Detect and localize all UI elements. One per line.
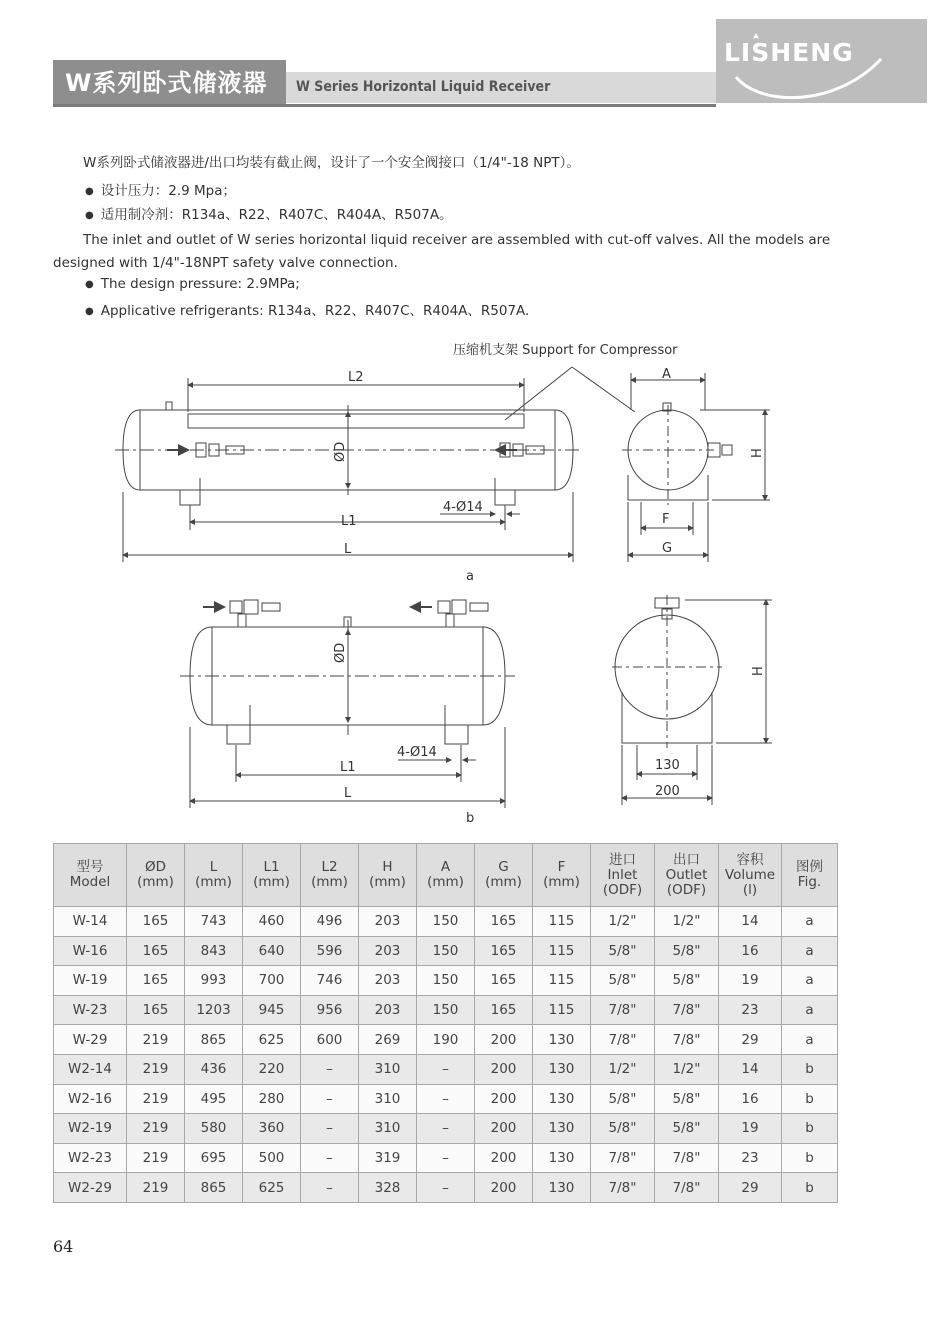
table-cell: 695 <box>185 1143 243 1173</box>
table-cell: 19 <box>719 966 782 996</box>
intro-cn-bullet-pressure: ● 设计压力：2.9 Mpa； <box>85 179 236 199</box>
header-text: (mm) <box>543 874 580 890</box>
table-cell: 165 <box>475 995 533 1025</box>
table-cell: 150 <box>417 966 475 996</box>
table-cell: 625 <box>243 1173 301 1203</box>
table-cell: 460 <box>243 907 301 937</box>
table-cell: 219 <box>127 1143 185 1173</box>
table-cell: 495 <box>185 1084 243 1114</box>
table-cell: b <box>782 1084 838 1114</box>
table-cell: W2-29 <box>54 1173 127 1203</box>
caption-b: b <box>466 811 475 826</box>
intro-en-bullet-refrigerant: ● Applicative refrigerants: R134a、R22、R407C、R404A、R507A. <box>85 299 529 319</box>
label-b-200: 200 <box>655 784 680 799</box>
label-b-130: 130 <box>655 758 680 773</box>
table-cell: – <box>417 1173 475 1203</box>
table-cell: W-14 <box>54 907 127 937</box>
table-cell: 115 <box>533 966 591 996</box>
header-text: (mm) <box>311 874 348 890</box>
table-cell: 596 <box>301 936 359 966</box>
header-cell <box>591 844 655 907</box>
header-text: L2 <box>321 859 338 875</box>
table-cell: 219 <box>127 1173 185 1203</box>
table-cell: 436 <box>185 1054 243 1084</box>
table-cell: W2-23 <box>54 1143 127 1173</box>
header-text: L1 <box>263 859 280 875</box>
table-cell: 500 <box>243 1143 301 1173</box>
table-cell: 993 <box>185 966 243 996</box>
drawing-b-end-view <box>612 595 772 805</box>
label-b-L1: L1 <box>340 760 356 775</box>
header-text: 图例 <box>796 859 823 875</box>
label-a-L2: L2 <box>348 370 364 385</box>
table-row <box>54 1025 838 1055</box>
table-cell: 190 <box>417 1025 475 1055</box>
table-row <box>54 1114 838 1144</box>
table-cell: 625 <box>243 1025 301 1055</box>
label-a-F: F <box>662 512 670 527</box>
table-header-row <box>54 844 838 907</box>
table-cell: 130 <box>533 1143 591 1173</box>
table-cell: – <box>417 1143 475 1173</box>
label-a-L: L <box>344 542 352 557</box>
header-cell <box>655 844 719 907</box>
table-cell: 7/8" <box>655 995 719 1025</box>
table-cell: b <box>782 1143 838 1173</box>
table-row <box>54 936 838 966</box>
drawing-a-side-view <box>115 367 635 562</box>
table-cell: a <box>782 907 838 937</box>
table-cell: b <box>782 1054 838 1084</box>
header-text: (mm) <box>369 874 406 890</box>
table-cell: 746 <box>301 966 359 996</box>
header-text: (mm) <box>253 874 290 890</box>
table-cell: 219 <box>127 1054 185 1084</box>
intro-en-line2: designed with 1/4"-18NPT safety valve connection. <box>53 255 398 271</box>
table-cell: 580 <box>185 1114 243 1144</box>
table-cell: 115 <box>533 907 591 937</box>
table-cell: 5/8" <box>591 966 655 996</box>
table-cell: 743 <box>185 907 243 937</box>
table-cell: – <box>417 1054 475 1084</box>
table-cell: 1/2" <box>655 1054 719 1084</box>
header-text: G <box>498 859 509 875</box>
header-text: Inlet <box>607 866 638 883</box>
header-text: (mm) <box>137 874 174 890</box>
table-cell: 319 <box>359 1143 417 1173</box>
header-cell <box>243 844 301 907</box>
table-cell: – <box>301 1054 359 1084</box>
table-cell: 150 <box>417 936 475 966</box>
table-cell: 19 <box>719 1114 782 1144</box>
header-cell <box>54 844 127 907</box>
table-cell: 16 <box>719 1084 782 1114</box>
table-cell: 1/2" <box>591 907 655 937</box>
header-text: 型号 <box>76 859 104 875</box>
header-text: (mm) <box>195 874 232 890</box>
header-text: (mm) <box>427 874 464 890</box>
table-cell: 165 <box>127 995 185 1025</box>
table-cell: 1203 <box>185 995 243 1025</box>
table-cell: 5/8" <box>591 1084 655 1114</box>
table-cell: 5/8" <box>655 936 719 966</box>
drawing-b-side-view <box>180 600 515 808</box>
table-cell: W-16 <box>54 936 127 966</box>
table-cell: 865 <box>185 1173 243 1203</box>
label-b-OD: ØD <box>333 642 348 663</box>
table-cell: 200 <box>475 1025 533 1055</box>
header-text: A <box>440 859 451 875</box>
table-cell: 7/8" <box>591 1143 655 1173</box>
header-text: ØD <box>144 859 167 875</box>
table-cell: b <box>782 1114 838 1144</box>
table-cell: 7/8" <box>655 1025 719 1055</box>
table-row <box>54 966 838 996</box>
table-cell: – <box>301 1173 359 1203</box>
label-b-H: H <box>751 666 766 676</box>
table-cell: a <box>782 1025 838 1055</box>
table-cell: W2-14 <box>54 1054 127 1084</box>
label-a-hole: 4-Ø14 <box>443 500 483 515</box>
table-row <box>54 1084 838 1114</box>
table-cell: 165 <box>475 907 533 937</box>
table-cell: 130 <box>533 1025 591 1055</box>
table-cell: W-19 <box>54 966 127 996</box>
table-row <box>54 995 838 1025</box>
label-a-A: A <box>662 367 671 382</box>
header-text: (ODF) <box>666 881 707 898</box>
table-cell: – <box>417 1114 475 1144</box>
table-cell: 200 <box>475 1173 533 1203</box>
title-en: W Series Horizontal Liquid Receiver <box>286 72 716 103</box>
table-cell: 1/2" <box>591 1054 655 1084</box>
header-cell <box>475 844 533 907</box>
header-text: 进口 <box>609 851 636 868</box>
table-cell: W-29 <box>54 1025 127 1055</box>
table-cell: 165 <box>127 907 185 937</box>
table-cell: 219 <box>127 1084 185 1114</box>
label-a-L1: L1 <box>341 514 357 529</box>
table-cell: 203 <box>359 936 417 966</box>
table-cell: 5/8" <box>591 1114 655 1144</box>
table-cell: W2-19 <box>54 1114 127 1144</box>
header-text: Outlet <box>665 866 708 883</box>
header-text: F <box>557 859 566 875</box>
table-cell: a <box>782 936 838 966</box>
table-cell: 200 <box>475 1084 533 1114</box>
spec-table <box>53 843 838 1203</box>
table-cell: 220 <box>243 1054 301 1084</box>
support-label: 压缩机支架 Support for Compressor <box>453 343 678 358</box>
table-cell: 328 <box>359 1173 417 1203</box>
header-rule <box>53 104 716 107</box>
table-row <box>54 1173 838 1203</box>
header-cell <box>301 844 359 907</box>
table-cell: 219 <box>127 1025 185 1055</box>
table-cell: W-23 <box>54 995 127 1025</box>
table-cell: 7/8" <box>591 1025 655 1055</box>
table-cell: 200 <box>475 1054 533 1084</box>
table-cell: 150 <box>417 995 475 1025</box>
intro-en-bullet-pressure: ● The design pressure: 2.9MPa; <box>85 276 300 292</box>
technical-drawings <box>0 330 940 835</box>
table-cell: 165 <box>127 966 185 996</box>
table-cell: 5/8" <box>655 966 719 996</box>
table-cell: 496 <box>301 907 359 937</box>
header-text: (mm) <box>485 874 522 890</box>
table-cell: 5/8" <box>655 1084 719 1114</box>
header-text: Fig. <box>797 874 822 890</box>
table-cell: 200 <box>475 1114 533 1144</box>
caption-a: a <box>466 569 474 584</box>
table-cell: 165 <box>475 936 533 966</box>
table-cell: 7/8" <box>655 1173 719 1203</box>
table-cell: 600 <box>301 1025 359 1055</box>
drawing-a-end-view <box>622 373 770 562</box>
table-row <box>54 1054 838 1084</box>
table-cell: 130 <box>533 1054 591 1084</box>
table-cell: – <box>301 1084 359 1114</box>
table-cell: 200 <box>475 1143 533 1173</box>
table-cell: 310 <box>359 1114 417 1144</box>
table-row <box>54 1143 838 1173</box>
header-text: L <box>209 859 218 875</box>
label-a-G: G <box>662 541 673 556</box>
header-cell <box>359 844 417 907</box>
table-cell: 700 <box>243 966 301 996</box>
header-text: Volume <box>724 866 776 883</box>
table-cell: 23 <box>719 1143 782 1173</box>
table-cell: 203 <box>359 907 417 937</box>
table-cell: 843 <box>185 936 243 966</box>
title-cn: W系列卧式储液器 <box>53 60 286 107</box>
table-cell: 203 <box>359 995 417 1025</box>
header-cell <box>185 844 243 907</box>
table-cell: 310 <box>359 1054 417 1084</box>
table-cell: 165 <box>475 966 533 996</box>
table-cell: – <box>301 1143 359 1173</box>
header-cell <box>782 844 838 907</box>
table-cell: 7/8" <box>655 1143 719 1173</box>
table-cell: – <box>301 1114 359 1144</box>
table-cell: 640 <box>243 936 301 966</box>
table-cell: 150 <box>417 907 475 937</box>
table-cell: 1/2" <box>655 907 719 937</box>
table-cell: 310 <box>359 1084 417 1114</box>
table-cell: W2-16 <box>54 1084 127 1114</box>
table-cell: 280 <box>243 1084 301 1114</box>
header-text: H <box>382 859 393 875</box>
table-cell: 7/8" <box>591 995 655 1025</box>
table-cell: a <box>782 966 838 996</box>
table-cell: 130 <box>533 1084 591 1114</box>
table-cell: 269 <box>359 1025 417 1055</box>
table-cell: 945 <box>243 995 301 1025</box>
header-text: (l) <box>742 881 758 898</box>
table-cell: – <box>417 1084 475 1114</box>
table-cell: 165 <box>127 936 185 966</box>
table-cell: 29 <box>719 1025 782 1055</box>
page-number: 64 <box>53 1237 74 1256</box>
header-cell <box>719 844 782 907</box>
header-cell <box>417 844 475 907</box>
table-cell: 16 <box>719 936 782 966</box>
header-text: Model <box>69 874 111 890</box>
table-cell: 130 <box>533 1173 591 1203</box>
table-cell: 115 <box>533 995 591 1025</box>
table-cell: 865 <box>185 1025 243 1055</box>
intro-cn-line: W系列卧式储液器进/出口均装有截止阀，设计了一个安全阀接口（1/4"-18 NPT）。 <box>83 155 580 171</box>
table-cell: 956 <box>301 995 359 1025</box>
table-cell: 5/8" <box>591 936 655 966</box>
intro-cn-bullet-refrigerant: ● 适用制冷剂：R134a、R22、R407C、R404A、R507A。 <box>85 203 453 223</box>
table-cell: 5/8" <box>655 1114 719 1144</box>
label-a-OD: ØD <box>333 441 348 462</box>
header-cell <box>533 844 591 907</box>
header-cell <box>127 844 185 907</box>
table-cell: b <box>782 1173 838 1203</box>
table-cell: 14 <box>719 1054 782 1084</box>
table-cell: a <box>782 995 838 1025</box>
table-cell: 7/8" <box>591 1173 655 1203</box>
table-cell: 219 <box>127 1114 185 1144</box>
intro-en-line1: The inlet and outlet of W series horizontal liquid receiver are assembled with cut-off valves. All the models are <box>83 232 831 248</box>
header-text: 出口 <box>673 851 700 868</box>
table-cell: 360 <box>243 1114 301 1144</box>
table-cell: 14 <box>719 907 782 937</box>
label-b-hole: 4-Ø14 <box>397 745 437 760</box>
table-cell: 23 <box>719 995 782 1025</box>
header-text: 容积 <box>736 851 764 868</box>
logo: LISHENG <box>724 38 854 67</box>
table-cell: 203 <box>359 966 417 996</box>
table-cell: 29 <box>719 1173 782 1203</box>
label-b-L: L <box>344 786 352 801</box>
table-cell: 130 <box>533 1114 591 1144</box>
table-row <box>54 907 838 937</box>
label-a-H: H <box>750 448 765 458</box>
header-text: (ODF) <box>602 881 643 898</box>
table-cell: 115 <box>533 936 591 966</box>
table-body <box>54 907 838 1203</box>
